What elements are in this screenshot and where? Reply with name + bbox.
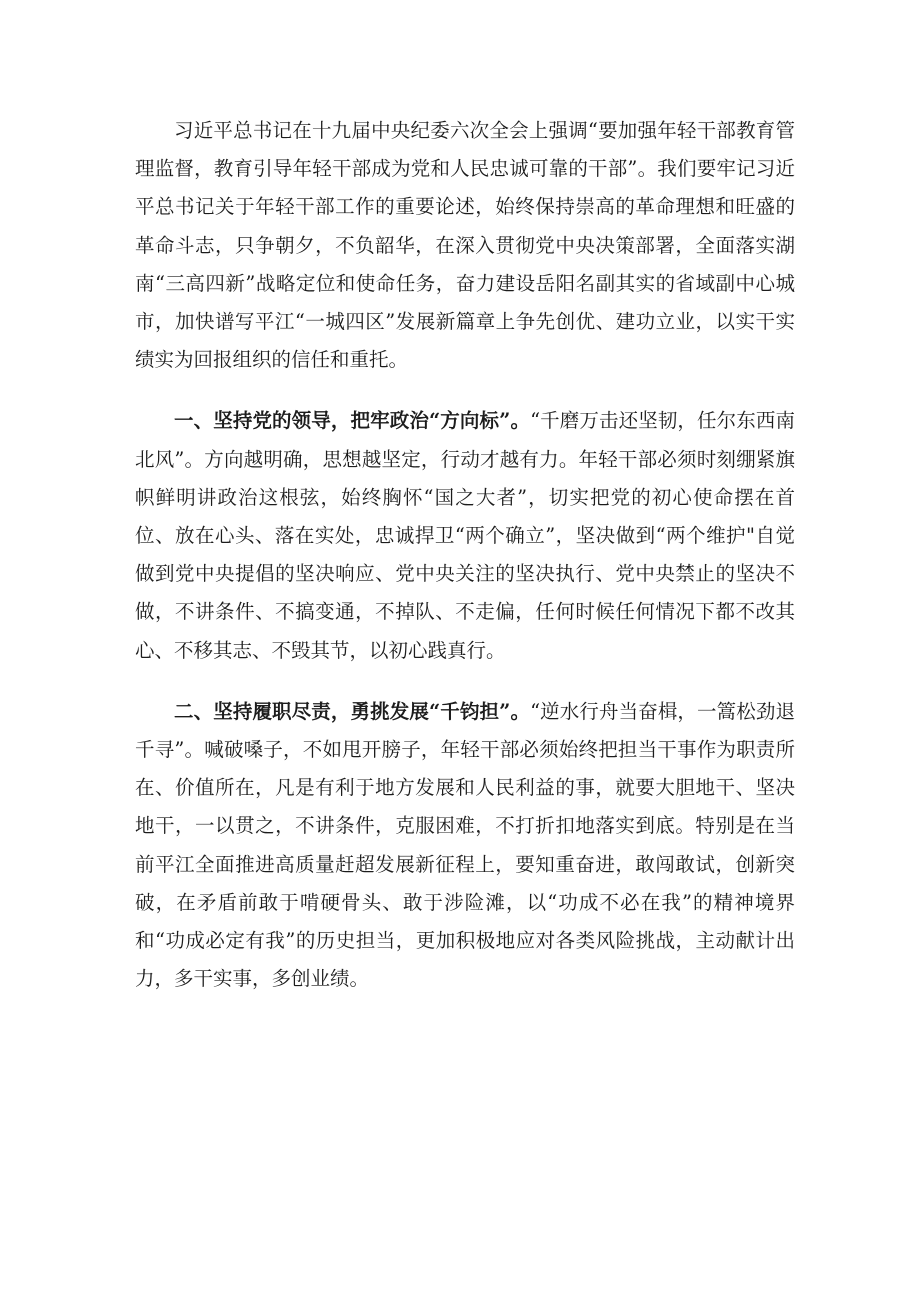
- intro-paragraph-text: 习近平总书记在十九届中央纪委六次全会上强调“要加强年轻干部教育管理监督，教育引导年轻干部成为党和人民忠诚可靠的干部”。我们要牢记习近平总书记关于年轻干部工作的重要论述，始终保持崇高的革命理想和旺盛的革命斗志，只争朝夕，不负韶华，在深入贯彻党中央决策部署，全面落实湖南“三高四新”战略定位和使命任务，奋力建设岳阳名副其实的省域副中心城市，加快谱写平江“一城四区”发展新篇章上争先创优、建功立业，以实干实绩实为回报组织的信任和重托。: [135, 119, 795, 372]
- document-body: [135, 112, 795, 998]
- section-one-heading: 一、坚持党的领导，把牢政治“方向标”。: [174, 409, 531, 433]
- intro-paragraph: [135, 112, 795, 379]
- section-two-text: “逆水行舟当奋楫，一篙松劲退千寻”。喊破嗓子，不如甩开膀子，年轻干部必须始终把担当干事作为职责所在、价值所在，凡是有利于地方发展和人民利益的事，就要大胆地干、坚决地干，一以贯之，不讲条件，克服困难，不打折扣地落实到底。特别是在当前平江全面推进高质量赶超发展新征程上，要知重奋进，敢闯敢试，创新突破，在矛盾前敢于啃硬骨头、敢于涉险滩，以“功成不必在我”的精神境界和“功成必定有我”的历史担当，更加积极地应对各类风险挑战，主动献计出力，多干实事，多创业绩。: [135, 699, 795, 991]
- section-one-paragraph: [135, 402, 795, 669]
- section-one-text: “千磨万击还坚韧，任尔东西南北风”。方向越明确，思想越坚定，行动才越有力。年轻干部必须时刻绷紧旗帜鲜明讲政治这根弦，始终胸怀“国之大者”，切实把党的初心使命摆在首位、放在心头、落在实处，忠诚捍卫“两个确立”，坚决做到“两个维护"自觉做到党中央提倡的坚决响应、党中央关注的坚决执行、党中央禁止的坚决不做，不讲条件、不搞变通，不掉队、不走偏，任何时候任何情况下都不改其心、不移其志、不毁其节，以初心践真行。: [135, 409, 795, 662]
- section-two-heading: 二、坚持履职尽责，勇挑发展“千钧担”。: [174, 699, 531, 723]
- section-two-paragraph: [135, 693, 795, 999]
